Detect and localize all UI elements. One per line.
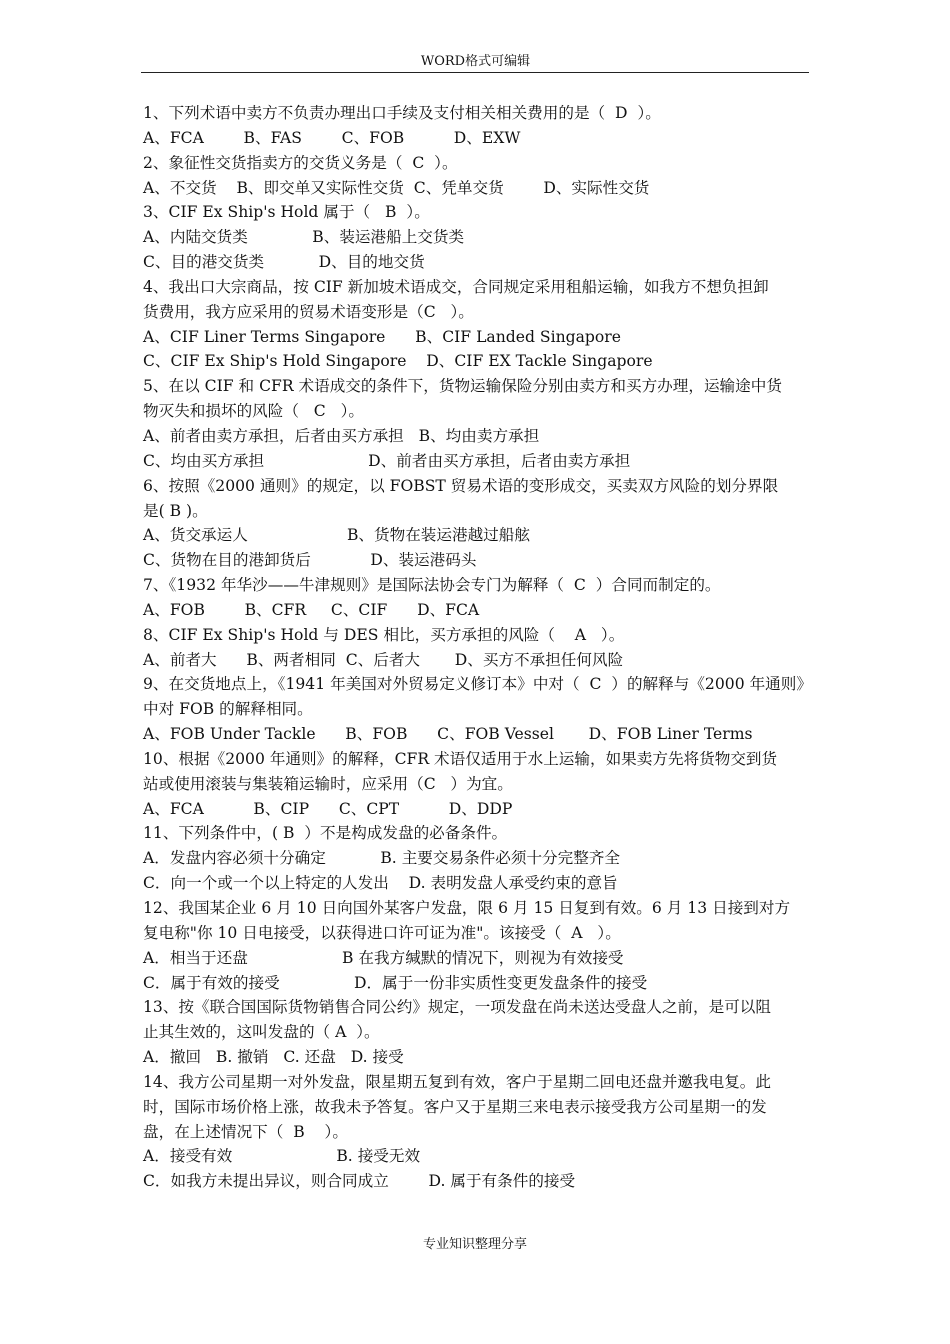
text-line: A．相当于还盘 B 在我方缄默的情况下，则视为有效接受 <box>143 948 624 967</box>
header-divider <box>141 72 809 73</box>
text-line: A、CIF Liner Terms Singapore B、CIF Landed Singapore <box>143 327 621 346</box>
text-line: 12、我国某企业 6 月 10 日向国外某客户发盘，限 6 月 15 日复到有效。6 月 13 日接到对方 <box>143 899 791 917</box>
text-line: A、FOB B、CFR C、CIF D、FCA <box>143 600 480 619</box>
text-line: C．属于有效的接受 D．属于一份非实质性变更发盘条件的接受 <box>143 973 648 992</box>
text-line: 盘，在上述情况下（ B ）。 <box>143 1122 348 1141</box>
question-list <box>143 101 823 1194</box>
text-line: A、货交承运人 B、货物在装运港越过船舷 <box>143 526 530 545</box>
text-line: A、FOB Under Tackle B、FOB C、FOB Vessel D、FOB Liner Terms <box>143 725 753 744</box>
text-line: C、目的港交货类 D、目的地交货 <box>143 253 425 272</box>
text-line: 8、CIF Ex Ship's Hold 与 DES 相比，买方承担的风险（ A ）。 <box>143 625 625 644</box>
text-line: A、前者大 B、两者相同 C、后者大 D、买方不承担任何风险 <box>143 650 624 669</box>
text-line: 11、下列条件中，( B ）不是构成发盘的必备条件。 <box>143 824 508 843</box>
page-footer: 专业知识整理分享 <box>422 1237 527 1252</box>
text-line: 复电称"你 10 日电接受，以获得进口许可证为准"。该接受（ A ）。 <box>143 923 621 942</box>
text-line: 货费用，我方应采用的贸易术语变形是（C ）。 <box>143 302 474 321</box>
text-line: 3、CIF Ex Ship's Hold 属于（ B ）。 <box>143 203 430 222</box>
text-line: 中对 FOB 的解释相同。 <box>143 700 313 719</box>
text-line: A、FCA B、FAS C、FOB D、EXW <box>143 128 521 147</box>
text-line: A．接受有效 B. 接受无效 <box>143 1147 421 1166</box>
text-line: A、前者由卖方承担，后者由买方承担 B、均由卖方承担 <box>143 426 540 445</box>
text-line: 9、在交货地点上，《1941 年美国对外贸易定义修订本》中对（ C ）的解释与《2000 年通则》 <box>143 675 812 694</box>
text-line: 时，国际市场价格上涨，故我未予答复。客户又于星期三来电表示接受我方公司星期一的发 <box>143 1097 767 1116</box>
text-line: A、不交货 B、即交单又实际性交货 C、凭单交货 D、实际性交货 <box>143 178 650 197</box>
text-line: 13、按《联合国国际货物销售合同公约》规定，一项发盘在尚未送达受盘人之前，是可以阻 <box>143 998 771 1017</box>
text-line: 1、下列术语中卖方不负责办理出口手续及支付相关相关费用的是（ D ）。 <box>143 104 661 122</box>
text-line: 止其生效的，这叫发盘的（ A ）。 <box>143 1023 380 1042</box>
page-header: WORD格式可编辑 <box>420 54 531 69</box>
text-line: 14、我方公司星期一对外发盘，限星期五复到有效，客户于星期二回电还盘并邀我电复。此 <box>143 1072 771 1091</box>
text-line: C、CIF Ex Ship's Hold Singapore D、CIF EX Tackle Singapore <box>143 352 653 371</box>
text-line: 物灭失和损坏的风险（ C ）。 <box>143 402 364 421</box>
text-line: C、货物在目的港卸货后 D、装运港码头 <box>143 551 477 570</box>
text-line: 6、按照《2000 通则》的规定，以 FOBST 贸易术语的变形成交，买卖双方风险的划分界限 <box>143 476 779 495</box>
text-line: A、内陆交货类 B、装运港船上交货类 <box>143 228 465 247</box>
text-line: A．发盘内容必须十分确定 B. 主要交易条件必须十分完整齐全 <box>143 849 621 868</box>
text-line: C．如我方未提出异议，则合同成立 D. 属于有条件的接受 <box>143 1172 576 1191</box>
text-line: 是( B )。 <box>143 501 208 520</box>
text-line: 4、我出口大宗商品，按 CIF 新加坡术语成交，合同规定采用租船运输，如我方不想负担卸 <box>143 277 769 296</box>
text-line: A．撤回 B. 撤销 C. 还盘 D. 接受 <box>143 1048 404 1067</box>
text-line: 10、根据《2000 年通则》的解释，CFR 术语仅适用于水上运输，如果卖方先将货物交到货 <box>143 749 778 768</box>
text-line: C、均由买方承担 D、前者由买方承担，后者由卖方承担 <box>143 451 631 470</box>
text-line: C．向一个或一个以上特定的人发出 D. 表明发盘人承受约束的意旨 <box>143 874 618 893</box>
text-line: 站或使用滚装与集装箱运输时，应采用（C ）为宜。 <box>143 774 513 793</box>
text-line: A、FCA B、CIP C、CPT D、DDP <box>143 799 513 818</box>
text-line: 7、《1932 年华沙——牛津规则》是国际法协会专门为解释（ C ）合同而制定的。 <box>143 576 721 595</box>
text-line: 2、象征性交货指卖方的交货义务是（ C ）。 <box>143 153 458 172</box>
text-line: 5、在以 CIF 和 CFR 术语成交的条件下，货物运输保险分别由卖方和买方办理，运输途中货 <box>143 377 782 396</box>
